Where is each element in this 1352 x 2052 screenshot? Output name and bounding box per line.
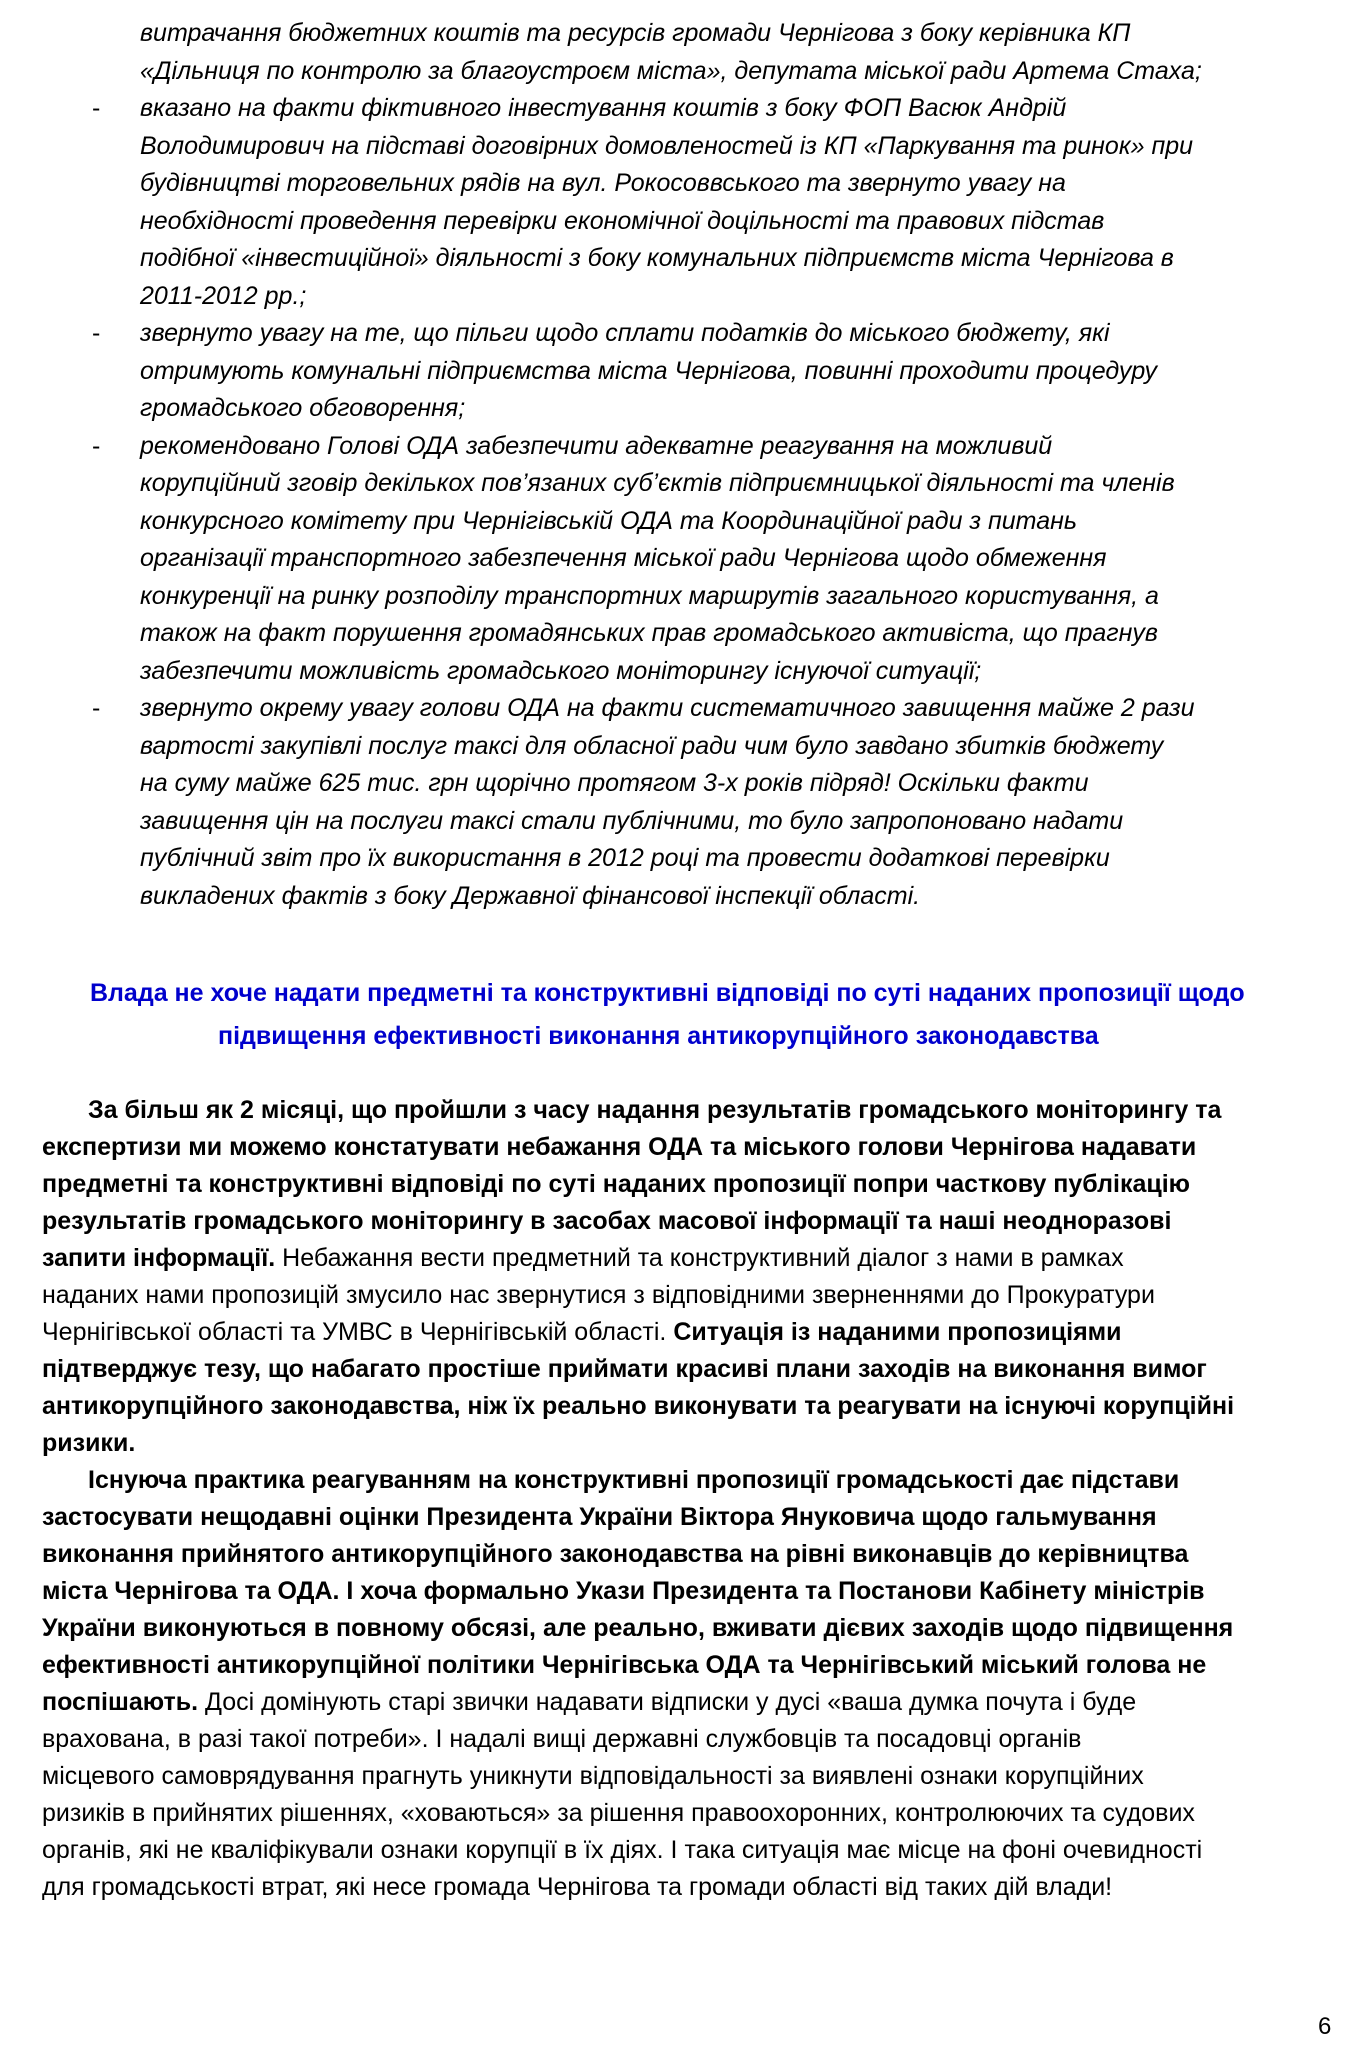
bold-text: експертизи ми можемо констатувати небажання ОДА та міського голови Чернігова надавати — [42, 1133, 1197, 1161]
bullet-line: публічний звіт про їх використання в 2012 році та провести додаткові перевірки — [140, 844, 1110, 872]
paragraph-line — [42, 1314, 1122, 1351]
bold-text: запити інформації. — [42, 1244, 276, 1272]
paragraph-line — [42, 1795, 1195, 1832]
regular-text: Досі домінують старі звички надавати відписки у дусі «ваша думка почута і буде — [198, 1688, 1137, 1716]
bullet-line: рекомендовано Голові ОДА забезпечити адекватне реагування на можливий — [140, 431, 1053, 460]
bullet-dash: - — [92, 694, 101, 722]
paragraph-line — [88, 1092, 1221, 1129]
bold-text: України виконуються в повному обсязі, але реально, вживати дієвих заходів щодо підвищення — [42, 1614, 1234, 1642]
regular-text: місцевого самоврядування прагнуть уникнути відповідальності за виявлені ознаки корупційних — [42, 1762, 1144, 1790]
bold-text: антикорупційного законодавства, ніж їх реально виконувати та реагувати на існуючі корупційні — [42, 1392, 1235, 1420]
paragraph-line — [42, 1684, 1136, 1721]
paragraph-line — [42, 1721, 1081, 1758]
paragraph-line — [42, 1240, 1124, 1277]
bold-text: підтверджує тезу, що набагато простіше приймати красиві плани заходів на виконання вимог — [42, 1355, 1207, 1383]
bold-text: Ситуація із наданими пропозиціями — [673, 1318, 1122, 1346]
bold-text: предметні та конструктивні відповіді по суті наданих пропозиції попри часткову публікацію — [42, 1170, 1191, 1198]
bullet-line: звернуто увагу на те, що пільги щодо сплати податків до міського бюджету, які — [140, 319, 1110, 347]
bullet-line: необхідності проведення перевірки економічної доцільності та правових підстав — [140, 206, 1105, 235]
bullet-line: завищення цін на послуги таксі стали публічними, то було запропоновано надати — [140, 806, 1124, 835]
paragraph-line — [42, 1647, 1206, 1684]
paragraph-line — [42, 1166, 1190, 1203]
bullet-dash: - — [92, 319, 101, 347]
paragraph-line — [42, 1351, 1207, 1388]
section-heading-line-2: підвищення ефективності виконання антикорупційного законодавства — [218, 1022, 1099, 1050]
bullet-line: Володимирович на підставі договірних домовленостей із КП «Паркування та ринок» при — [140, 131, 1194, 160]
paragraph-line — [88, 1462, 1179, 1499]
page-number: 6 — [1318, 2013, 1332, 2040]
bold-text: ефективності антикорупційної політики Чернігівська ОДА та Чернігівський міський голова не — [42, 1651, 1207, 1679]
bullet-line: громадського обговорення; — [140, 394, 466, 422]
bullet-dash: - — [92, 94, 101, 122]
paragraph-line — [42, 1610, 1233, 1647]
bold-text: застосувати нещодавні оцінки Президента України Віктора Януковича щодо гальмування — [42, 1503, 1157, 1531]
bullet-dash: - — [92, 431, 101, 460]
bullet-line: конкурсного комітету при Чернігівській ОДА та Координаційної ради з питань — [140, 506, 1078, 535]
bold-text: міста Чернігова та ОДА. І хоча формально Укази Президента та Постанови Кабінету міністрів — [42, 1577, 1205, 1605]
regular-text: врахована, в разі такої потреби». І надалі вищі державні службовців та посадовці органів — [42, 1725, 1082, 1753]
bold-text: За більш як 2 місяці, що пройшли з часу надання результатів громадського моніторингу та — [88, 1096, 1222, 1124]
regular-text: ризиків в прийнятих рішеннях, «ховаються» за рішення правоохоронних, контролюючих та судових — [42, 1799, 1195, 1827]
bullet-line: звернуто окрему увагу голови ОДА на факти систематичного завищення майже 2 рази — [140, 694, 1195, 722]
paragraph-line — [42, 1832, 1202, 1869]
bullet-line: вартості закупівлі послуг таксі для обласної ради чим було завдано збитків бюджету — [140, 731, 1164, 760]
bullet-line: конкуренції на ринку розподілу транспортних маршрутів загального користування, а — [140, 581, 1159, 610]
regular-text: Небажання вести предметний та конструктивний діалог з нами в рамках — [275, 1244, 1124, 1272]
regular-text: органів, які не кваліфікували ознаки корупції в їх діях. І така ситуація має місце на фоні очевидності — [42, 1836, 1203, 1864]
paragraph-line — [42, 1425, 135, 1462]
bullet-line: «Дільниця по контролю за благоустроєм міста», депутата міської ради Артема Стаха; — [140, 56, 1202, 85]
bullet-line: будівництві торговельних рядів на вул. Рокосоввського та звернуто увагу на — [140, 169, 1066, 197]
paragraph-line — [42, 1758, 1144, 1795]
bullet-line: 2011-2012 рр.; — [140, 281, 307, 310]
bullet-line: також на факт порушення громадянських прав громадського активіста, що прагнув — [140, 619, 1158, 647]
paragraph-line — [42, 1536, 1188, 1573]
bullet-line: подібної «інвестиційної» діяльності з боку комунальних підприємств міста Чернігова в — [140, 244, 1174, 272]
regular-text: для громадськості втрат, які несе громада Чернігова та громади області від таких дій влади! — [42, 1873, 1113, 1901]
bullet-line: організації транспортного забезпечення міської ради Чернігова щодо обмеження — [140, 544, 1107, 572]
paragraph-line — [42, 1499, 1157, 1536]
paragraph-line — [42, 1388, 1234, 1425]
bold-text: результатів громадського моніторингу в засобах масової інформації та наші неодноразові — [42, 1207, 1172, 1235]
bullet-line: викладених фактів з боку Державної фінансової інспекції області. — [140, 881, 921, 910]
paragraph-line — [42, 1277, 1155, 1314]
paragraph-line — [42, 1203, 1171, 1240]
bold-text: Існуюча практика реагуванням на конструктивні пропозиції громадськості дає підстави — [88, 1466, 1180, 1494]
regular-text: наданих нами пропозицій змусило нас звернутися з відповідними зверненнями до Прокуратури — [42, 1281, 1155, 1309]
bold-text: ризики. — [42, 1429, 136, 1457]
bullet-line: на суму майже 625 тис. грн щорічно протягом 3-х років підряд! Оскільки факти — [140, 769, 1089, 797]
regular-text: Чернігівської області та УМВС в Чернігівській області. — [42, 1318, 674, 1346]
bold-text: виконання прийнятого антикорупційного законодавства на рівні виконавців до керівництва — [42, 1540, 1189, 1568]
bullet-line: витрачання бюджетних коштів та ресурсів громади Чернігова з боку керівника КП — [140, 19, 1131, 47]
bullet-line: корупційний зговір декількох пов’язаних суб’єктів підприємницької діяльності та членів — [140, 469, 1175, 497]
paragraph-line — [42, 1869, 1112, 1906]
bullet-line: вказано на факти фіктивного інвестування коштів з боку ФОП Васюк Андрій — [140, 94, 1067, 122]
paragraph-line — [42, 1129, 1196, 1166]
bold-text: поспішають. — [42, 1688, 199, 1716]
bullet-line: отримують комунальні підприємства міста Чернігова, повинні проходити процедуру — [140, 356, 1157, 385]
paragraph-line — [42, 1573, 1205, 1610]
section-heading-line-1: Влада не хоче надати предметні та конструктивні відповіді по суті наданих пропозиції щодо — [90, 979, 1245, 1007]
bullet-line: забезпечити можливість громадського моніторингу існуючої ситуації; — [140, 656, 982, 685]
